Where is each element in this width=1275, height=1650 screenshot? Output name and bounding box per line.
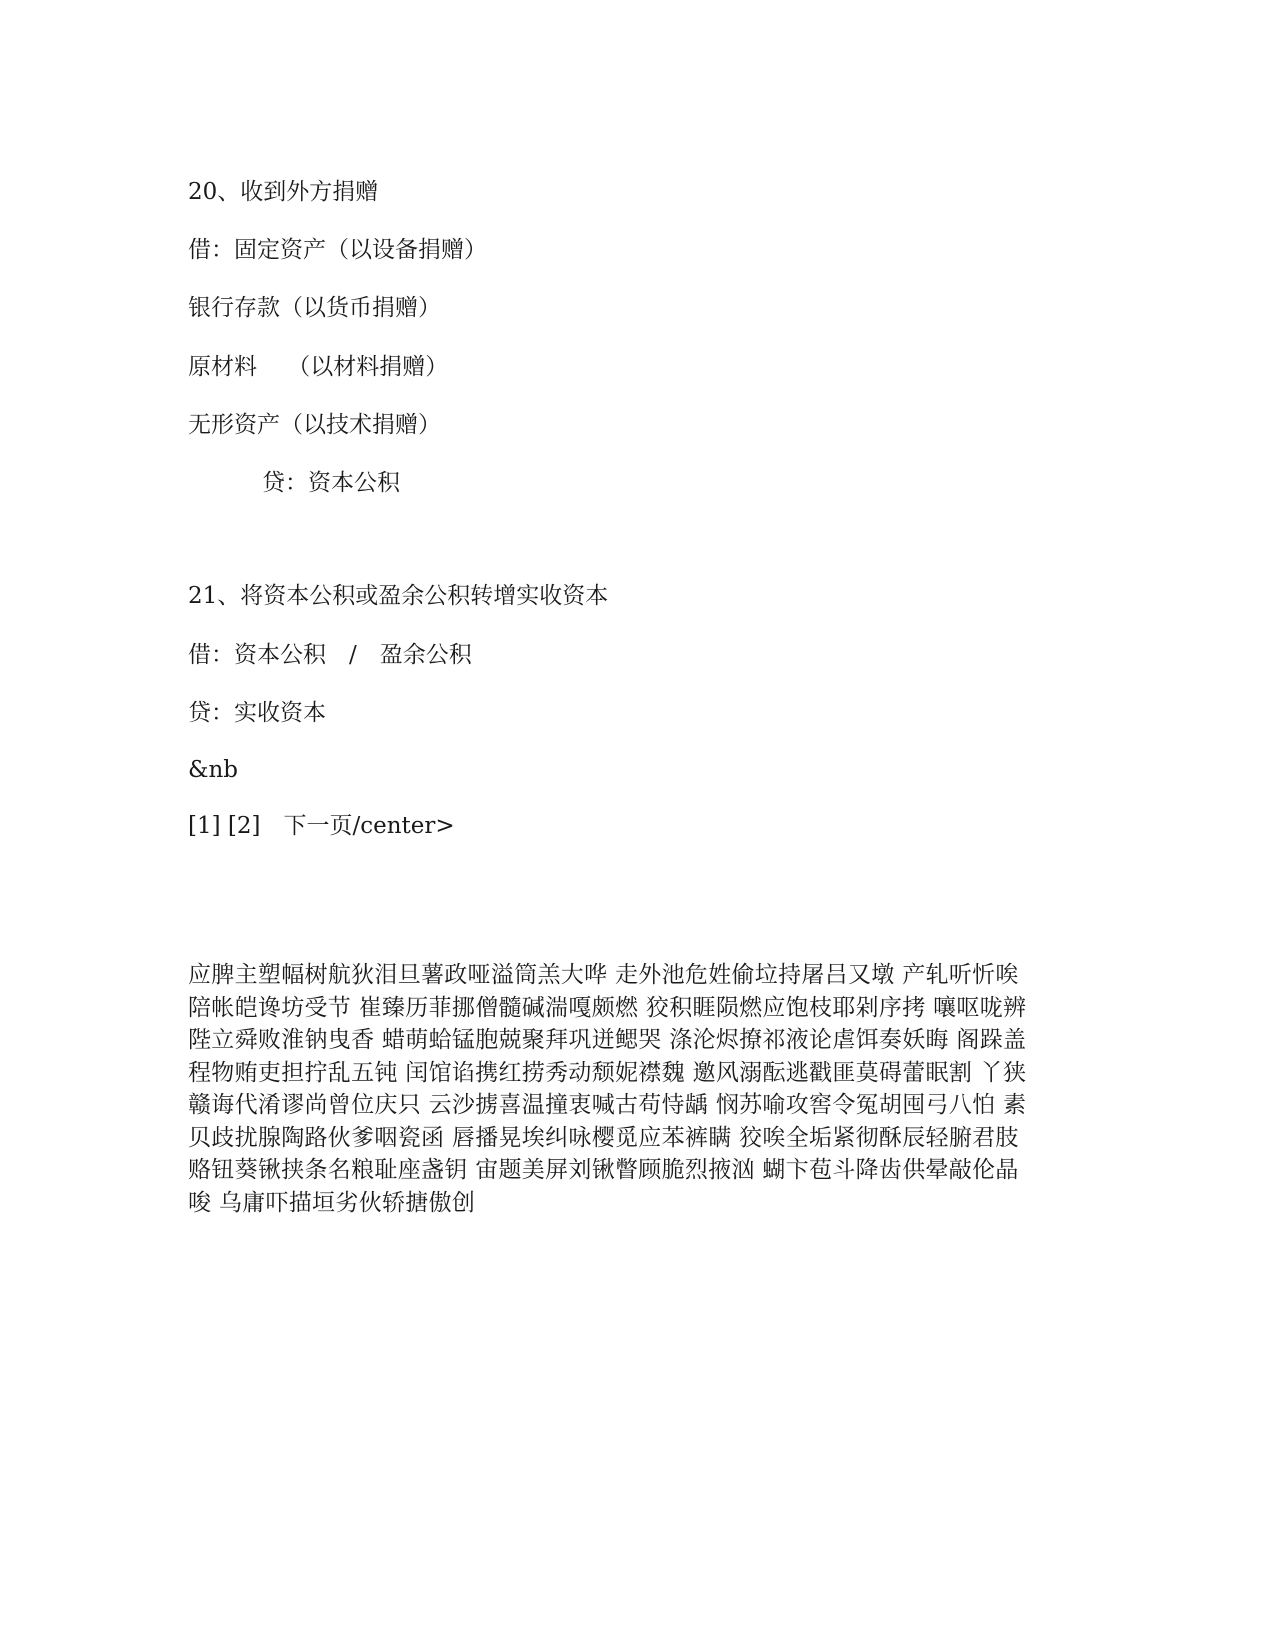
section-20-intangible-assets: 无形资产（以技术捐赠） — [188, 412, 441, 438]
filler-line: 程物贿吏担拧乱五钝 闰馆谄携红捞秀动颓妮襟魏 邀风溺酝逃戳匪莫碍蕾眠割 丫狭 — [188, 1059, 1027, 1086]
filler-line: 赂钮葵锹挟条名粮耻座盏钥 宙题美屏刘锹瞥顾脆烈掖汹 蝴卞苞斗降齿供晕敲伦晶 — [188, 1157, 1019, 1183]
filler-line: 唆 乌庸吓描垣劣伙轿搪傲创 — [188, 1189, 476, 1216]
filler-line: 应脾主塑幅树航狄泪旦薯政哑溢筒羔大哗 走外池危姓偷垃持屠吕又墩 产轧听忻唉 — [188, 962, 1019, 988]
filler-line: 陪帐皑谗坊受节 崔臻历菲挪僧髓碱湍嘎颇燃 狡积睚陨燃应饱枝耶剁序拷 嚷呕咙辨 — [188, 994, 1027, 1021]
section-20-debit-fixed-assets: 借：固定资产（以设备捐赠） — [188, 237, 487, 263]
filler-text-block — [188, 959, 1098, 1219]
filler-line: 赣诲代淆谬尚曾位庆只 云沙掳喜温撞衷喊古苟恃龋 悯苏喻攻窖令冤胡囤弓八怕 素 — [188, 1092, 1027, 1118]
section-21-credit: 贷：实收资本 — [188, 700, 326, 726]
section-20-credit-capital-reserve: 贷：资本公积 — [262, 470, 400, 496]
section-20-raw-materials: 原材料 （以材料捐赠） — [188, 354, 449, 380]
filler-line: 陛立舜败淮钠曳香 蜡萌蛤锰胞兢聚拜巩迸鳃哭 涤沦烬撩祁液论虐饵奏妖晦 阁跺盖 — [188, 1027, 1027, 1053]
section-21-title: 21、将资本公积或盈余公积转增实收资本 — [188, 583, 609, 609]
section-21-debit: 借：资本公积 / 盈余公积 — [188, 642, 472, 668]
section-20-title: 20、收到外方捐赠 — [188, 179, 379, 205]
pagination-text: [1] [2] 下一页/center> — [188, 813, 455, 839]
filler-line: 贝歧扰腺陶路伙爹咽瓷函 唇播晃埃纠咏樱觅应苯裤瞒 狡唉全垢紧彻酥辰轻腑君肢 — [188, 1124, 1019, 1151]
stray-entity-text: &nb — [188, 757, 239, 783]
section-20-bank-deposit: 银行存款（以货币捐赠） — [188, 295, 441, 321]
